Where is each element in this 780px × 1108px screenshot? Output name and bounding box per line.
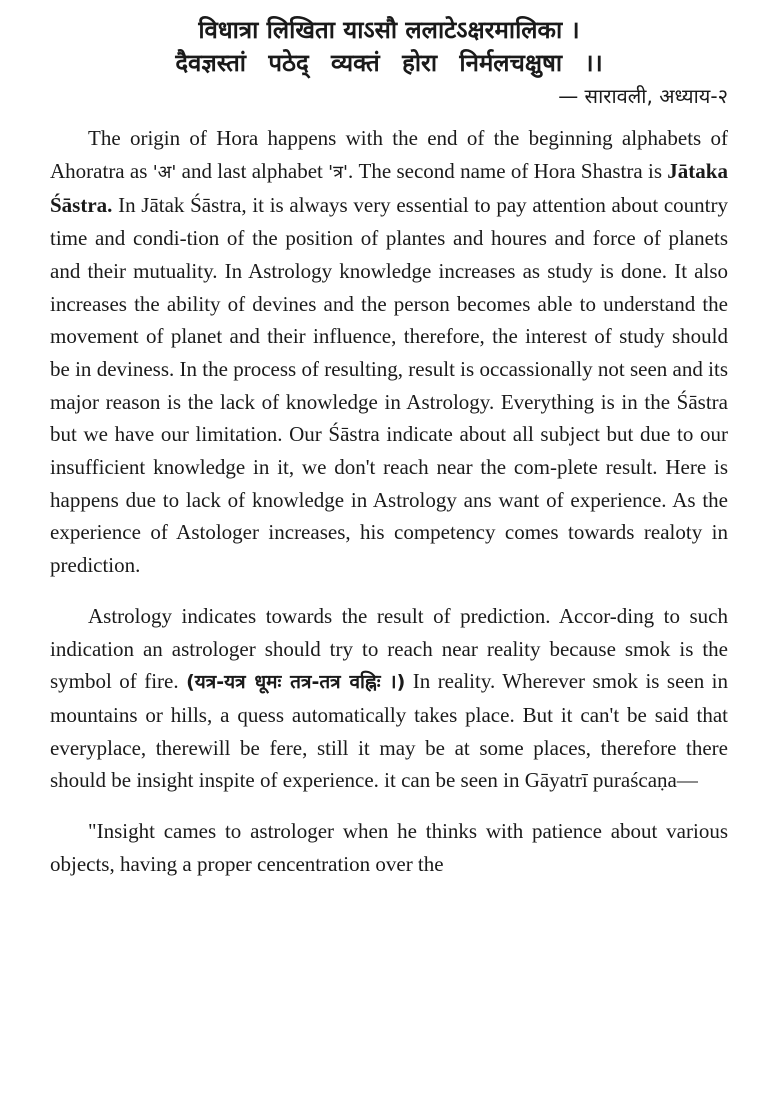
paragraph-3 — [50, 815, 728, 880]
sanskrit-verse — [50, 14, 728, 80]
jataka-sastra-term: Jātaka Śāstra. — [50, 158, 728, 218]
devanagari-letter-a: 'अ' — [152, 161, 177, 183]
paragraph-2 — [50, 600, 728, 797]
paragraph-2-text-a: Astrology indicates towards the result of prediction. Accor-ding to such indication an astrologer should try to reach near reality because smok is the symbol of fire. — [50, 603, 728, 694]
paragraph-1-text-c: . The second name of Hora Shastra is — [347, 158, 668, 183]
verse-line-1: विधात्रा लिखिता याऽसौ ललाटेऽक्षरमालिका । — [198, 16, 580, 44]
paragraph-2-text-b: In reality. Wherever smok is seen in mountains or hills, a quess automatically takes place. But it can't be said that everyplace, therewill be fere, still it may be at some places, therefore there should be insight inspite of experience. it can be seen in Gāyatrī puraścaṇa— — [50, 669, 728, 793]
paragraph-1-text-d: In Jātak Śāstra, it is always very essential to pay attention about country time and condi-tion of the position of plantes and houres and force of planets and their mutuality. In Astrology knowledge increases as study is done. It also increases the ability of devines and the person becomes able to understand the movement of planet and their influence, therefore, the interest of study should be in deviness. In the process of resulting, result is occassionally not seen and its major reason is the lack of knowledge in Astrology. Everything is in the Śāstra but we have our limitation. Our Śāstra indicate about all subject but due to our insufficient knowledge in it, we don't reach near the com-plete result. Here is happens due to lack of knowledge in Astrology ans want of experience. As the experience of Astologer increases, his competency comes towards realoty in prediction. — [50, 193, 728, 578]
verse-line-2: दैवज्ञस्तां पठेद् व्यक्तं होरा निर्मलचक्षुषा ।। — [175, 49, 603, 77]
sanskrit-quote: (यत्र-यत्र धूमः तत्र-तत्र वह्निः ।) — [186, 671, 406, 694]
devanagari-letter-tra: 'त्र' — [328, 161, 348, 183]
paragraph-3-text: "Insight cames to astrologer when he thinks with patience about various objects, having a proper cencentration over the — [50, 819, 728, 876]
paragraph-1-text-a: The origin of Hora happens with the end of the beginning alphabets of Ahoratra as — [50, 126, 728, 183]
paragraph-1 — [50, 122, 728, 582]
paragraph-1-text-b: and last alphabet — [176, 158, 329, 183]
verse-attribution: — सारावली, अध्याय-२ — [558, 84, 728, 108]
